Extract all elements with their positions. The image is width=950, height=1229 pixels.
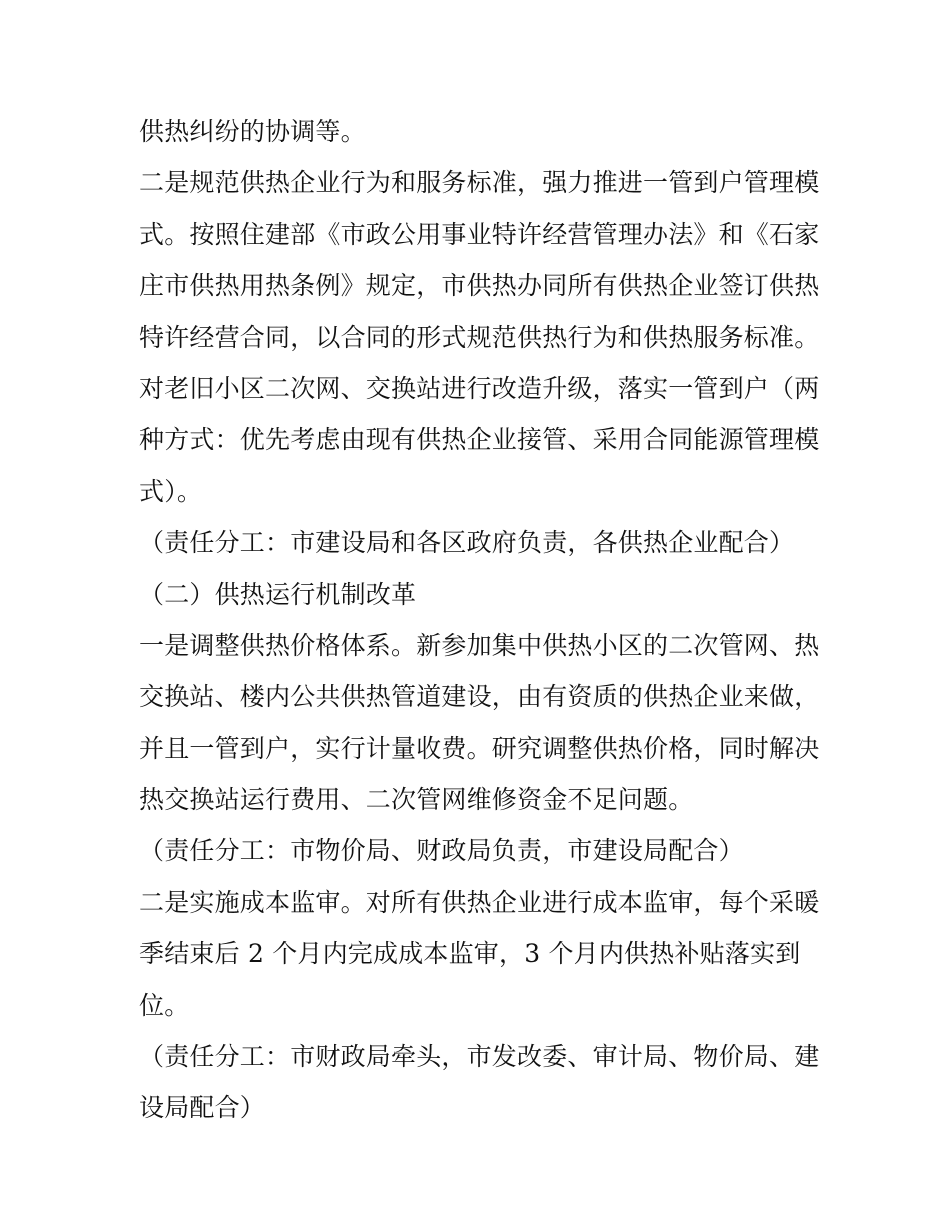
text-line: 热交换站运行费用、二次管网维修资金不足问题。 [139,785,694,815]
text-line: 一是调整供热价格体系。新参加集中供热小区的二次管网、热 [139,630,820,660]
responsibility-note: 设局配合） [139,1093,266,1123]
document-body [139,106,819,1134]
section-heading: （二）供热运行机制改革 [139,579,417,609]
responsibility-note: （责任分工：市财政局牵头，市发改委、审计局、物价局、建 [139,1042,820,1072]
text-line: 季结束后 2 个月内完成成本监审，3 个月内供热补贴落实到 [139,939,801,969]
text-line: 特许经营合同，以合同的形式规范供热行为和供热服务标准。 [139,322,820,352]
text-line: 式。按照住建部《市政公用事业特许经营管理办法》和《石家 [139,219,820,249]
text-line: 庄市供热用热条例》规定，市供热办同所有供热企业签订供热 [139,271,820,301]
responsibility-note: （责任分工：市物价局、财政局负责，市建设局配合） [139,836,744,866]
text-line: 种方式：优先考虑由现有供热企业接管、采用合同能源管理模 [139,425,820,455]
text-line: 对老旧小区二次网、交换站进行改造升级，落实一管到户（两 [139,373,820,403]
text-line: 二是实施成本监审。对所有供热企业进行成本监审，每个采暖 [139,887,820,917]
text-line: 交换站、楼内公共供热管道建设，由有资质的供热企业来做， [139,682,820,712]
text-line: 二是规范供热企业行为和服务标准，强力推进一管到户管理模 [139,168,820,198]
text-line: 并且一管到户，实行计量收费。研究调整供热价格，同时解决 [139,733,820,763]
text-line: 式）。 [139,476,203,506]
responsibility-note: （责任分工：市建设局和各区政府负责，各供热企业配合） [139,528,795,558]
text-line: 位。 [139,990,190,1020]
text-line: 供热纠纷的协调等。 [139,117,366,146]
